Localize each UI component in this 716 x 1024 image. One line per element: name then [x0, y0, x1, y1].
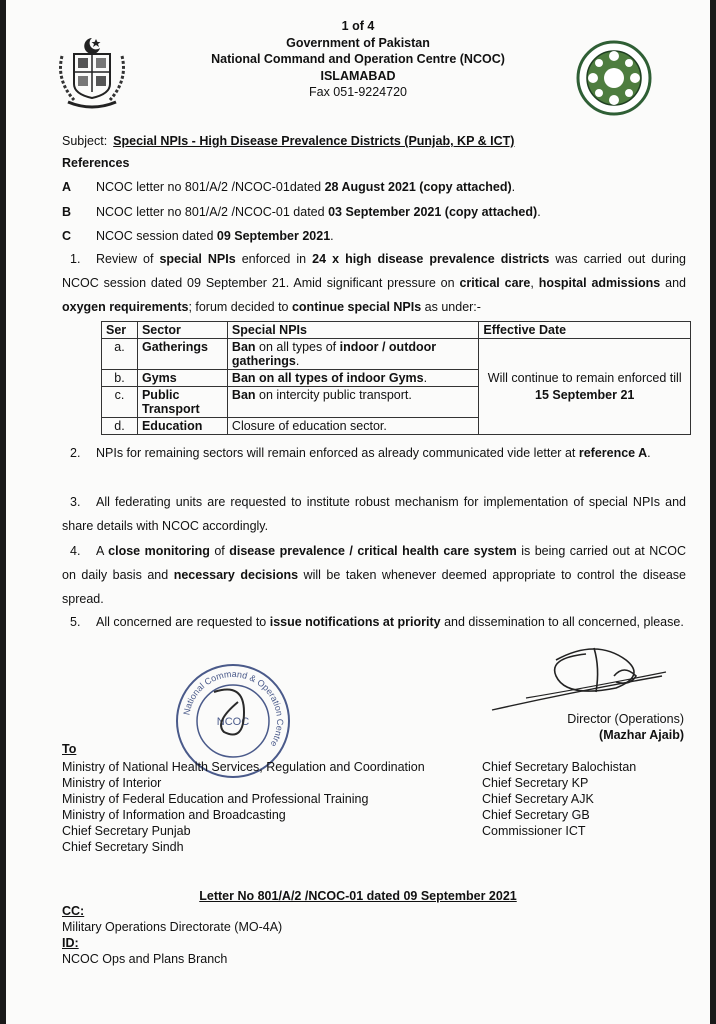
list-item: NCOC Ops and Plans Branch [62, 952, 228, 966]
signatory-name: (Mazhar Ajaib) [599, 728, 684, 742]
table-row: c. Public Transport Ban on intercity public transport. [102, 387, 691, 418]
government-title: Government of Pakistan [286, 35, 430, 50]
references-heading: References [62, 156, 130, 170]
ncoc-logo [576, 40, 652, 116]
reference-c: C NCOC session dated 09 September 2021. [62, 229, 334, 243]
list-item: Ministry of Federal Education and Professional Training [62, 792, 369, 806]
reference-key: C [62, 229, 72, 243]
list-item: Ministry of Interior [62, 776, 162, 790]
table-row: a. Gatherings Ban on all types of indoor / outdoor gatherings. Will continue to remain enforced till 15 September 21 [102, 339, 691, 370]
cc-block [62, 903, 282, 967]
addressee-list-left [62, 759, 425, 855]
table-row: b. Gyms Ban on all types of indoor Gyms. [102, 370, 691, 387]
paragraph-3: 3. All federating units are requested to institute robust mechanism for implementation of special NPIs and share details with NCOC accordingly. [62, 495, 686, 533]
subject-line [62, 134, 514, 148]
reference-b: B NCOC letter no 801/A/2 /NCOC-01 dated 03 September 2021 (copy attached). [62, 205, 541, 219]
signature [486, 640, 686, 720]
table-header: Sector [137, 322, 227, 339]
cc-heading: CC: [62, 904, 85, 918]
table-header-row [102, 322, 691, 339]
paragraph-1: 1. Review of special NPIs enforced in 24 x high disease prevalence districts was carried out during NCOC session dated 09 September 21. Amid significant pressure on critical care, hospital admissions and oxygen requirements; forum decided to continue special NPIs as under:- [62, 252, 687, 314]
list-item: Ministry of National Health Services, Regulation and Coordination [62, 760, 425, 774]
table-header: Effective Date [479, 322, 691, 339]
reference-key: A [62, 180, 72, 194]
svg-text:National Command & Operation C [181, 669, 285, 749]
list-item: Chief Secretary GB [482, 808, 590, 822]
id-heading: ID: [62, 936, 79, 950]
subject-text: Special NPIs - High Disease Prevalence Districts (Punjab, KP & ICT) [113, 134, 515, 148]
list-item: Commissioner ICT [482, 824, 586, 838]
city-title: ISLAMABAD [320, 68, 396, 83]
letter-reference: Letter No 801/A/2 /NCOC-01 dated 09 September 2021 [199, 889, 517, 903]
fax-number: Fax 051-9224720 [309, 85, 407, 99]
seal-ring-text: National Command & Operation Centre [181, 668, 286, 749]
reference-key: B [62, 205, 72, 219]
list-item: Ministry of Information and Broadcasting [62, 808, 286, 822]
list-item: Chief Secretary KP [482, 776, 589, 790]
table-row: d. Education Closure of education sector. [102, 418, 691, 435]
seal-center-text: NCOC [216, 716, 250, 728]
centre-title: National Command and Operation Centre (NCOC) [211, 52, 505, 66]
addressee-list-right [482, 759, 636, 839]
signatory-title: Director (Operations) [567, 712, 684, 726]
paragraph-4: 4. A close monitoring of disease prevalence / critical health care system is being carried out at NCOC on daily basis and necessary decisions will be taken whenever deemed appropriate to control the disease spread. [62, 544, 687, 606]
list-item: Chief Secretary Sindh [62, 840, 184, 854]
to-heading: To [62, 742, 77, 756]
reference-a: A NCOC letter no 801/A/2 /NCOC-01dated 28 August 2021 (copy attached). [62, 180, 516, 194]
special-npis-table [101, 321, 691, 435]
signatory-block [567, 711, 684, 743]
page-number: 1 of 4 [341, 19, 375, 33]
list-item: Chief Secretary Punjab [62, 824, 191, 838]
list-item: Chief Secretary AJK [482, 792, 594, 806]
document-page [6, 0, 710, 1024]
list-item: Military Operations Directorate (MO-4A) [62, 920, 283, 934]
paragraph-5: 5. All concerned are requested to issue notifications at priority and dissemination to all concerned, please. [70, 615, 684, 629]
paragraph-2: 2. NPIs for remaining sectors will remain enforced as already communicated vide letter at reference A. [70, 446, 651, 460]
table-header: Ser [102, 322, 138, 339]
list-item: Chief Secretary Balochistan [482, 760, 637, 774]
effective-date: Will continue to remain enforced till 15 September 21 [479, 339, 691, 435]
subject-label: Subject: [62, 134, 108, 148]
table-header: Special NPIs [227, 322, 478, 339]
